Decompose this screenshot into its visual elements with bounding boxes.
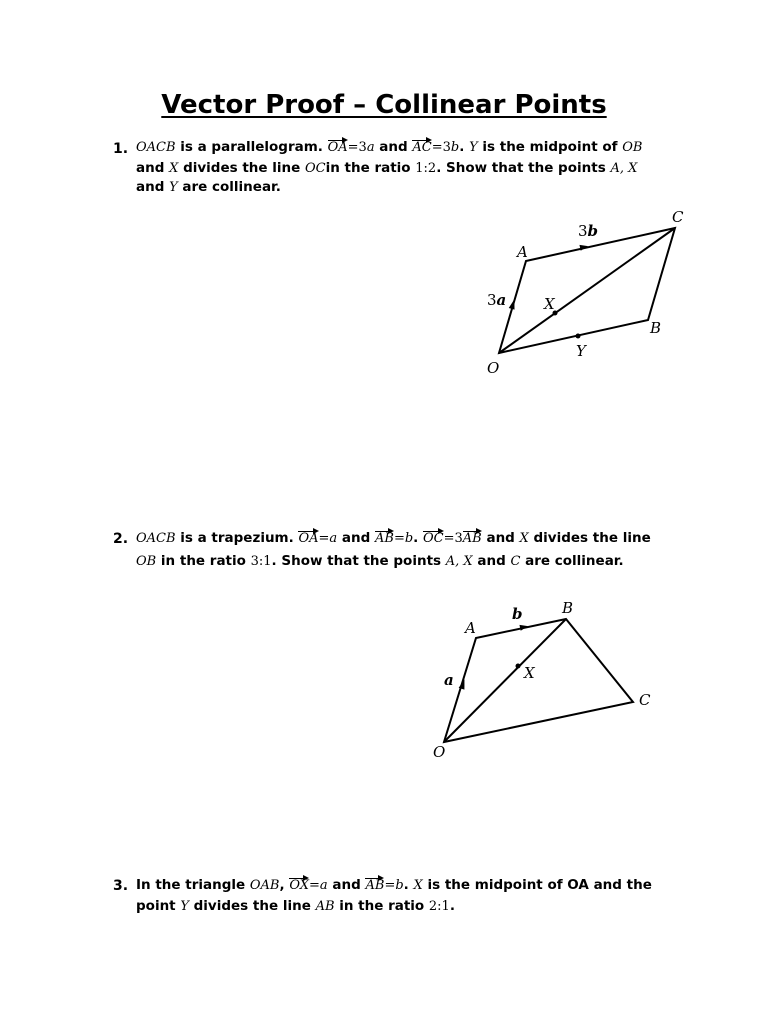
q2-eq-1: = [318,531,330,546]
q3-ab: AB [315,899,335,914]
q2-vector-ab-2: AB [462,531,482,546]
q1-text-6: are collinear. [182,179,281,195]
q3-text-3: point [136,898,176,914]
q3-text-1: In the triangle [136,877,246,893]
question-number-2: 2. [113,531,129,547]
q3-and-1: and [332,877,361,893]
q1-point-y-2: Y [169,180,178,195]
q1-points-ax: A, X [610,161,638,176]
q1-text-3: divides the line [183,160,301,176]
q3-vector-ab: AB [365,878,385,893]
question-number-1: 1. [113,141,129,157]
q2-and-1: and [341,530,371,546]
q2-vector-oc: OC [423,531,444,546]
q1-var-a: a [366,140,375,155]
label-a-2: A [465,619,476,637]
q3-text-5: in the ratio [339,898,425,914]
q2-eq-3: =3 [443,531,463,546]
q1-vector-ac: AC [412,140,432,155]
q2-vector-oa: OA [298,531,319,546]
q1-vector-oa: OA [327,140,348,155]
label-o-1: O [487,359,500,377]
label-c-2: C [639,691,651,709]
q2-eq-2: = [393,531,405,546]
q1-ob: OB [622,140,643,155]
q1-text-5: . Show that the points [436,160,606,176]
q2-and-2: and [486,530,515,546]
q3-eq-2: = [384,878,396,893]
q1-dot-1: . [459,139,465,155]
q3-eq-1: = [309,878,320,893]
label-b-1: B [650,319,662,337]
point-x-dot-2 [516,664,521,669]
q2-point-c: C [510,554,521,569]
label-b-2: B [562,599,574,617]
label-x-1: X [544,295,555,313]
q1-eq-2: =3 [431,140,451,155]
q1-text-4: in the ratio [325,160,411,176]
q2-text-5: are collinear. [525,553,624,569]
label-c-1: C [672,208,684,226]
label-o-2: O [433,743,446,761]
page-title: Vector Proof – Collinear Points [161,90,607,120]
q3-text-2: is the midpoint of OA and the [427,877,652,893]
question-number-3: 3. [113,878,129,894]
q2-point-x: X [519,531,529,546]
q2-text-3: in the ratio [160,553,246,569]
label-y-1: Y [576,342,586,360]
q3-oab: OAB [249,878,280,893]
label-x-2: X [524,664,535,682]
q3-dot-1: . [403,877,409,893]
label-b-vector: b [512,605,523,623]
trapezium-outline [444,619,633,742]
q2-var-b: b [404,531,414,546]
q1-var-b: b [450,140,460,155]
q2-and-3: and [477,553,506,569]
q3-var-a: a [319,878,328,893]
diagram-2-trapezium [444,619,633,742]
point-y-dot [576,334,581,339]
q2-var-a: a [329,531,338,546]
q1-shape: OACB [136,140,176,155]
q3-ratio: 2:1 [428,899,450,914]
label-a-1: A [517,243,528,261]
q3-point-x: X [413,878,423,893]
q1-and-2: and [136,160,165,176]
arrow-3a [509,298,518,309]
q2-ratio: 3:1 [250,554,272,569]
q3-var-b: b [395,878,404,893]
q2-shape: OACB [136,531,176,546]
q2-text-2: divides the line [533,530,651,546]
q1-and-1: and [379,139,408,155]
q1-text-1: is a parallelogram. [180,139,323,155]
q2-points-ax: A, X [445,554,473,569]
q2-dot-1: . [413,530,419,546]
q1-point-x: X [169,161,179,176]
q1-text-2: is the midpoint of [482,139,618,155]
q3-text-4: divides the line [193,898,311,914]
label-a-vector: a [444,671,454,689]
q3-comma: , [279,877,285,893]
q2-ob: OB [136,554,157,569]
q3-point-y: Y [180,899,189,914]
q3-dot-2: . [449,898,455,914]
q1-and-3: and [136,179,165,195]
q1-eq-1: =3 [347,140,367,155]
q1-ratio: 1:2 [415,161,437,176]
q3-vector-ox: OX [289,878,310,893]
q2-vector-ab: AB [374,531,394,546]
label-3b: 3b [578,222,599,240]
q2-text-4: . Show that the points [271,553,442,569]
q2-text-1: is a trapezium. [180,530,294,546]
label-3a: 3a [487,291,507,309]
q1-oc: OC [304,161,326,176]
q1-point-y: Y [469,140,478,155]
